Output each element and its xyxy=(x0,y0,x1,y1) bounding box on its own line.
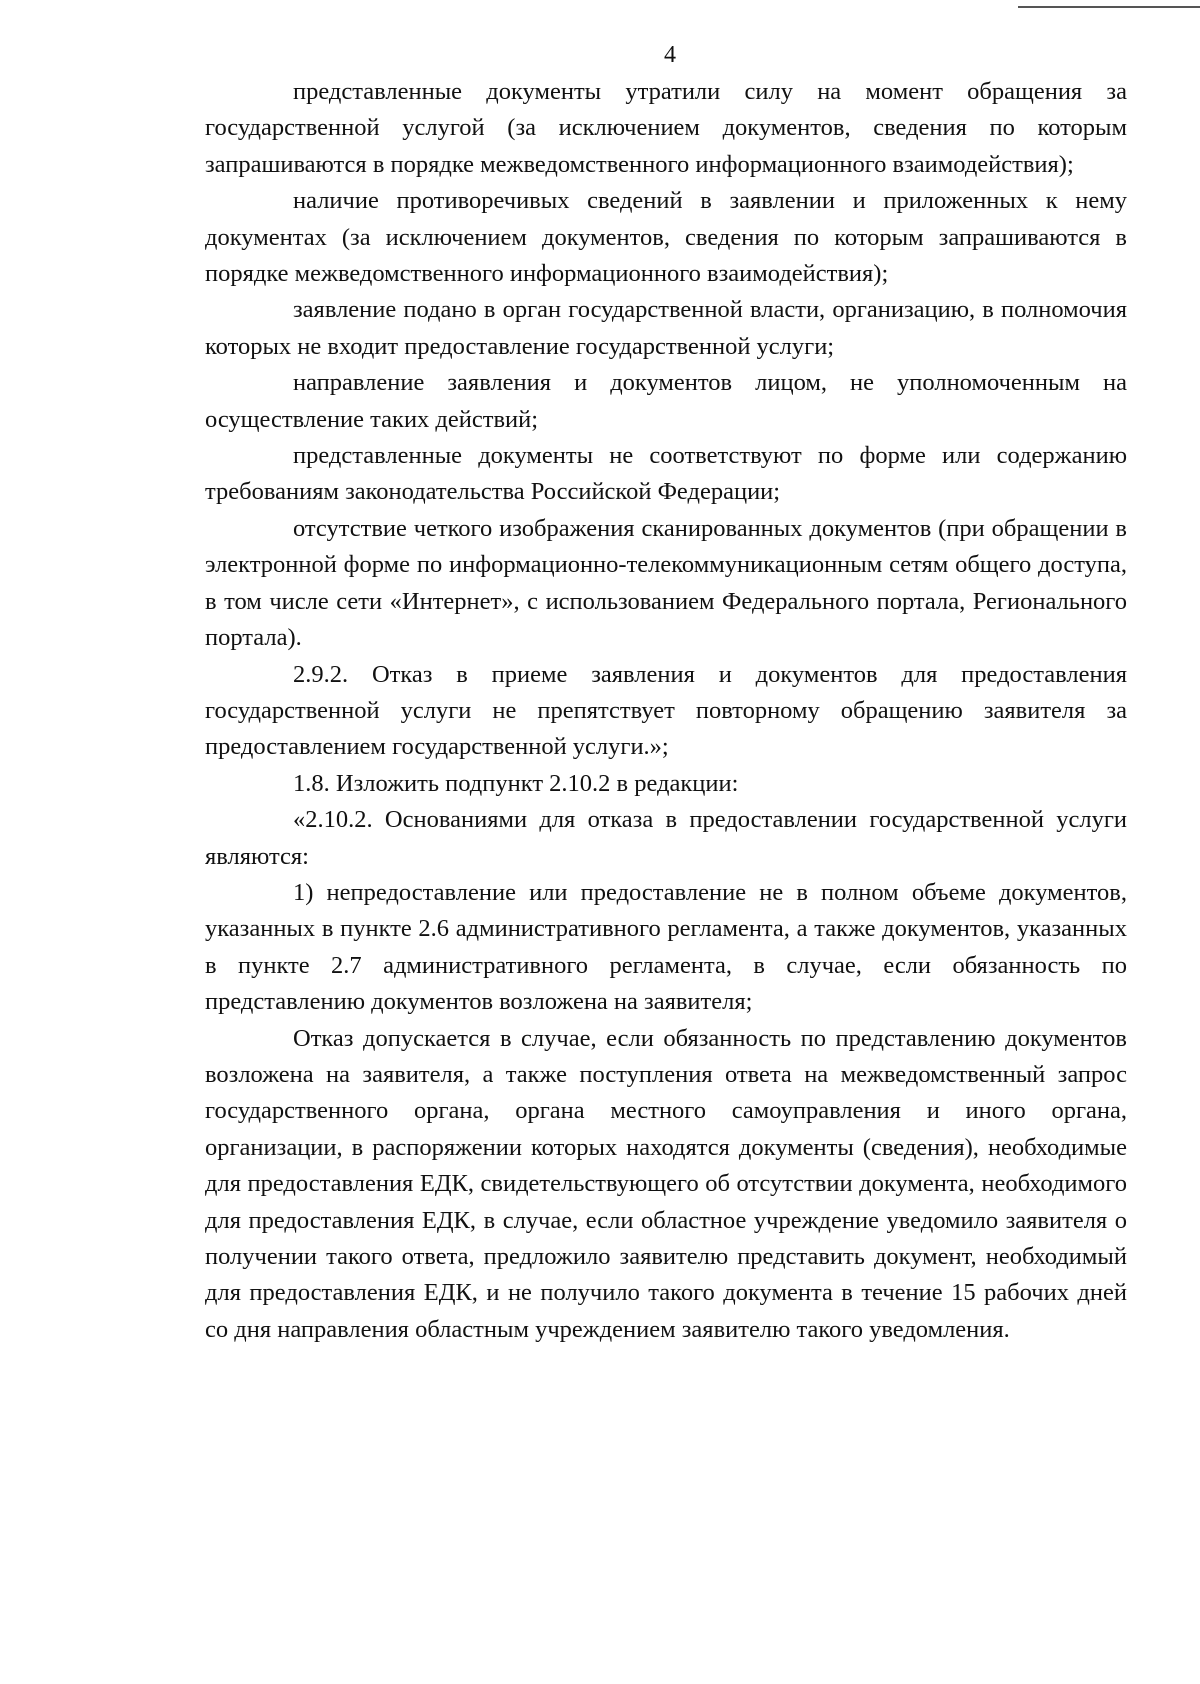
paragraph-form-mismatch: представленные документы не соответствуют по форме или содержанию требованиям законодательства Российской Федерации; xyxy=(205,442,1127,506)
paragraph-2-9-2: 2.9.2. Отказ в приеме заявления и документов для предоставления государственной услуги не препятствует повторному обращению заявителя за предоставлением государственной услуги.»; xyxy=(205,660,1127,761)
top-rule xyxy=(1018,6,1200,8)
page-number: 4 xyxy=(664,42,676,68)
paragraph-item-1: 1) непредоставление или предоставление не в полном объеме документов, указанных в пункте 2.6 административного регламента, а также документов, указанных в пункте 2.7 административного регламента, в случае, если обязанность по представлению документов возложена на заявителя; xyxy=(205,878,1127,1016)
paragraph-contradictory-info: наличие противоречивых сведений в заявлении и приложенных к нему документах (за исключением документов, сведения по которым запрашиваются в порядке межведомственного информационного взаимодействия); xyxy=(205,187,1127,288)
paragraph-1-8: 1.8. Изложить подпункт 2.10.2 в редакции: xyxy=(293,769,739,797)
paragraph-2-10-2: «2.10.2. Основаниями для отказа в предоставлении государственной услуги являются: xyxy=(205,806,1127,870)
document-body xyxy=(205,74,1127,1348)
paragraph-unauthorized-person: направление заявления и документов лицом, не уполномоченным на осуществление таких действий; xyxy=(205,369,1127,433)
paragraph-unclear-scans: отсутствие четкого изображения сканированных документов (при обращении в электронной форме по информационно-телекоммуникационным сетям общего доступа, в том числе сети «Интернет», с использованием Федерального портала, Регионального портала). xyxy=(205,514,1127,652)
paragraph-refusal-conditions: Отказ допускается в случае, если обязанность по представлению документов возложена на заявителя, а также поступления ответа на межведомственный запрос государственного органа, органа местного самоуправления и иного органа, организации, в распоряжении которых находятся документы (сведения), необходимые для предоставления ЕДК, свидетельствующего об отсутствии документа, необходимого для предоставления ЕДК, в случае, если областное учреждение уведомило заявителя о получении такого ответа, предложило заявителю представить документ, необходимый для предоставления ЕДК, и не получило такого документа в течение 15 рабочих дней со дня направления областным учреждением заявителю такого уведомления. xyxy=(205,1024,1127,1343)
paragraph-wrong-authority: заявление подано в орган государственной власти, организацию, в полномочия которых не входит предоставление государственной услуги; xyxy=(205,296,1127,360)
paragraph-documents-expired: представленные документы утратили силу на момент обращения за государственной услугой (за исключением документов, сведения по которым запрашиваются в порядке межведомственного информационного взаимодействия); xyxy=(205,78,1127,178)
